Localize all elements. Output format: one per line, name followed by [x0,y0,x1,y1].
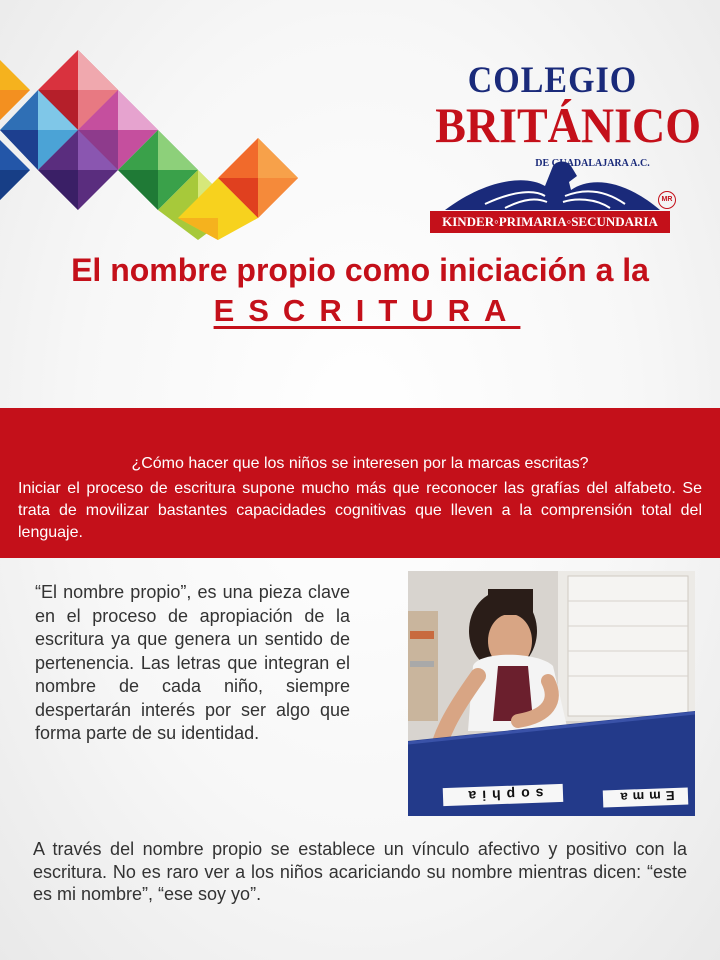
title-line-1: El nombre propio como iniciación a la [71,252,649,288]
decorative-diamonds [0,40,310,240]
school-logo [425,60,702,235]
page-title [0,250,720,331]
intro-question: ¿Cómo hacer que los niños se interesen por la marcas escritas? [131,455,589,472]
logo-britanico-text: BRITÁNICO [435,97,702,153]
name-card-emma [603,788,689,808]
classroom-photo [408,571,695,816]
eagle-icon [445,160,660,212]
name-card-emma-text: Emma [615,787,675,806]
logo-subtitle: DE GUADALAJARA A.C. [535,158,650,169]
paragraph-2: A través del nombre propio se establece un vínculo afectivo y positivo con la escritura. No es raro ver a los niños acariciando su nombre mientras dicen: “este es mi nombre”, “ese soy yo”. [33,839,687,904]
registered-mark: MR [658,191,676,209]
paragraph-1: “El nombre propio”, es una pieza clave en el proceso de apropiación de la escritura ya que genera un sentido de pertenencia. Las letras que integran el nombre de cada niño, siempre despertarán interés por ser algo que forma parte de su identidad. [35,582,350,743]
logo-colegio-text: COLEGIO [467,60,638,101]
title-line-2: ESCRITURA [213,293,521,328]
logo-levels-band: KINDER◦PRIMARIA◦SECUNDARIA [430,211,670,233]
intro-body: Iniciar el proceso de escritura supone mucho más que reconocer las grafías del alfabeto. Se trata de movilizar bastantes capacidades cognitivas que lleven a la comprensión total del lenguaje. [18,480,702,541]
name-card-sophia-text: sophia [462,785,544,805]
